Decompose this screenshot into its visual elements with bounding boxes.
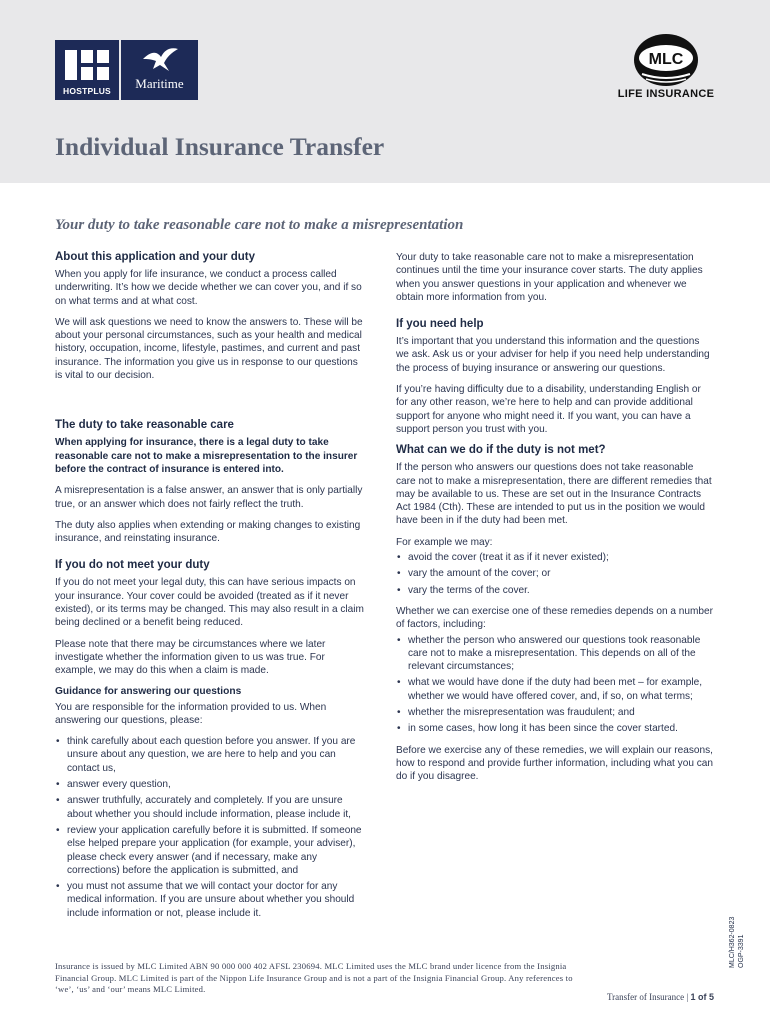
list-item: • you must not assume that we will contact your doctor for any medical information. If you are unsure about whether you should include information or not, please include it. — [67, 880, 367, 920]
list-item: • review your application carefully before it is submitted. If someone else helped prepare your application (for example, your adviser), please check every answer (and if necessary, make any corrections) before the application is submitted, and — [67, 824, 367, 877]
section-heading: Your duty to take reasonable care not to make a misrepresentation — [55, 217, 464, 233]
guidance-heading: Guidance for answering our questions — [55, 685, 242, 697]
duty-paragraph-2: The duty also applies when extending or making changes to existing insurance, and reinstating insurance. — [55, 519, 361, 545]
guidance-list — [55, 735, 367, 920]
what-can-paragraph: If the person who answers our questions does not take reasonable care not to make a misrepresentation, there are different remedies that may be available to us. These are set out in the Insurance Contracts Act 1984 (Cth). These are intended to put us in the position we would have been in if the duty had been met. — [396, 462, 712, 527]
header-band — [0, 0, 770, 183]
help-heading: If you need help — [396, 318, 484, 331]
example-list — [396, 551, 714, 597]
example-intro: For example we may: — [396, 536, 493, 548]
duty-bold-statement: When applying for insurance, there is a legal duty to take reasonable care not to make a misrepresentation to the insurer before the contract of insurance is entered into. — [55, 437, 358, 475]
side-code-1: MLC/H362-0823 — [729, 916, 736, 968]
hostplus-text: HOSTPLUS — [63, 86, 111, 96]
list-item: • what we would have done if the duty had been met – for example, whether we would have offered cover, and, if so, on what terms; — [408, 676, 714, 703]
not-meet-paragraph-2: Please note that there may be circumstances where we later investigate whether the information given to us was true. For example, we may do this when a claim is made. — [55, 638, 326, 677]
list-item: • whether the misrepresentation was fraudulent; and — [408, 706, 714, 719]
duty-paragraph-1: A misrepresentation is a false answer, an answer that is only partially true, or an answer which does not fairly reflect the truth. — [55, 485, 363, 510]
list-item: • in some cases, how long it has been since the cover started. — [408, 722, 714, 735]
right-column — [396, 251, 714, 792]
footer-disclaimer: Insurance is issued by MLC Limited ABN 90 000 000 402 AFSL 230694. MLC Limited uses the MLC brand under licence from the Insignia Financial Group. MLC Limited is part of the Nippon Life Insurance Group and is not a part of the Insignia Financial Group. Any references to ‘we’, ‘us’ and ‘our’ means MLC Limited. — [55, 961, 573, 995]
duty-heading: The duty to take reasonable care — [55, 419, 234, 432]
list-item: • whether the person who answered our questions took reasonable care not to make a misrepresentation. This depends on all of the relevant circumstances; — [408, 634, 714, 674]
hostplus-mark-icon — [65, 50, 109, 80]
intro-paragraph: Your duty to take reasonable care not to make a misrepresentation continues until the time your insurance cover starts. The duty applies when you answer questions in your application and whenever we obtain more information from you. — [396, 252, 703, 303]
list-item: • think carefully about each question before you answer. If you are unsure about any question, we are here to help and you can contact us, — [67, 735, 367, 775]
mlc-emblem-icon — [612, 34, 720, 88]
what-can-heading: What can we do if the duty is not met? — [396, 444, 606, 457]
help-paragraph-1: It’s important that you understand this information and the questions we ask. Ask us or your adviser for help if you need help understanding the process of buying insurance or answering our questions. — [396, 336, 710, 374]
about-paragraph-1: When you apply for life insurance, we conduct a process called underwriting. It’s how we decide whether we can cover you, and if so on what terms and at what cost. — [55, 269, 362, 307]
help-paragraph-2: If you’re having difficulty due to a disability, understanding English or for any other reason, we’re here to help and can provide additional support for anyone who might need it. If you want, you can have a support person you trust with you. — [396, 384, 701, 435]
hostplus-logo — [55, 40, 119, 100]
mlc-sub-text: LIFE INSURANCE — [617, 88, 715, 100]
guidance-paragraph: You are responsible for the information provided to us. When answering our questions, please: — [55, 701, 327, 726]
closing-paragraph: Before we exercise any of these remedies, we will explain our reasons, how to respond and provide further information, including what you can do if you disagree. — [396, 744, 714, 783]
mlc-logo — [612, 34, 720, 104]
factors-list — [396, 634, 714, 736]
not-meet-paragraph-1: If you do not meet your legal duty, this can have serious impacts on your insurance. Your cover could be avoided (treated as if it never existed), or its terms may be changed. This may also result in a claim being declined or a benefit being reduced. — [55, 577, 364, 629]
list-item: • vary the terms of the cover. — [408, 584, 714, 597]
list-item: • answer truthfully, accurately and completely. If you are unsure about whether you should include information, please include it, — [67, 794, 367, 821]
maritime-text: Maritime — [135, 76, 184, 91]
factors-intro: Whether we can exercise one of these remedies depends on a number of factors, including: — [396, 605, 714, 631]
mlc-logo-text: MLC — [648, 51, 684, 68]
maritime-logo — [121, 40, 198, 100]
page-label-text: Transfer of Insurance — [607, 992, 685, 1002]
about-heading: About this application and your duty — [55, 251, 255, 263]
page-number: 1 of 5 — [690, 992, 714, 1002]
left-column — [55, 251, 367, 928]
page-separator: | — [686, 992, 691, 1002]
list-item: • vary the amount of the cover; or — [408, 567, 714, 580]
not-meet-heading: If you do not meet your duty — [55, 559, 210, 572]
list-item: • avoid the cover (treat it as if it never existed); — [408, 551, 714, 564]
list-item: • answer every question, — [67, 778, 367, 791]
bird-icon — [141, 45, 179, 75]
side-code-2: OGP-3391 — [738, 934, 745, 968]
page-label — [607, 992, 714, 1002]
about-paragraph-2: We will ask questions we need to know the answers to. These will be about your personal circumstances, such as your health and medical history, occupation, income, lifestyle, pastimes, and current and past insurance. The information you give us in response to our questions is vital to our decision. — [55, 316, 363, 382]
page-title: Individual Insurance Transfer — [55, 132, 385, 161]
